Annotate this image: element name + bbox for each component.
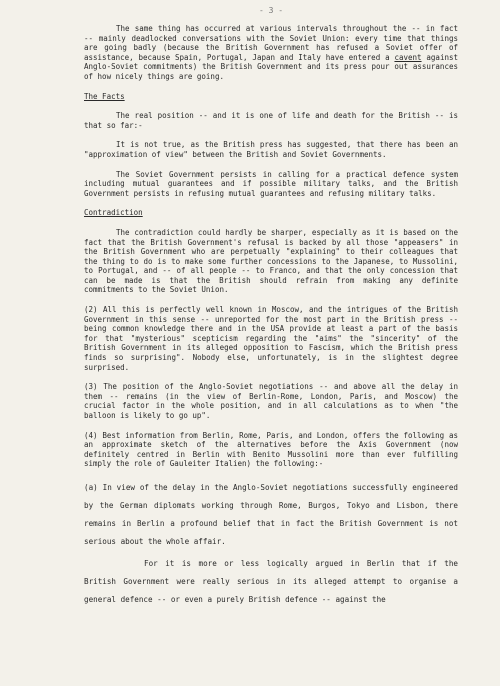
paragraph-soviet-government: The Soviet Government persists in calling for a practical defence system including mutual guarantees and if possible military talks, and the British Government persists in refusing mutual guarantees and refusing military talks. — [84, 169, 458, 198]
heading-contradiction: Contradiction — [84, 208, 143, 218]
heading-the-facts: The Facts — [84, 91, 125, 101]
paragraph-point-3: (3) The position of the Anglo-Soviet negotiations -- and above all the delay in them -- remains (in the view of Berlin-Rome, London, Paris, and Moscow) the crucial factor in the whole position, and in all calculations as to when "the balloon is likely to go up". — [84, 382, 458, 420]
underlined-word: cavent — [394, 52, 422, 62]
paragraph-real-position: The real position -- and it is one of life and death for the British -- is that so far:- — [84, 111, 458, 130]
paragraph-contradiction: The contradiction could hardly be sharper, especially as it is based on the fact that the British Government's refusal is backed by all those "appeasers" in the British Government who are perpetually "explaining" to their colleagues that the thing to do is to make some further concessions to the Japanese, to Mussolini, to Portugal, and -- of all people -- to Franco, and that the only concession that can be made is that the British should refrain from making any definite commitments to the Soviet Union. — [84, 227, 458, 295]
paragraph-not-true: It is not true, as the British press has suggested, that there has been an "approximation of view" between the British and Soviet Governments. — [84, 140, 458, 159]
paragraph-intro: The same thing has occurred at various intervals throughout the -- in fact -- mainly deadlocked conversations with the Soviet Union: every time that things are going badly (because the British Government has refused a Soviet offer of assistance, because Spain, Portugal, Japan and Italy have entered a cavent against Anglo-Soviet commitments) the British Government and its press pour out assurances of how nicely things are going. — [84, 24, 459, 81]
paragraph-berlin-argument: For it is more or less logically argued in Berlin that if the British Government were really serious in its alleged attempt to organise a general defence -- or even a purely British defence -- against the — [84, 558, 458, 604]
paragraph-point-2: (2) All this is perfectly well known in Moscow, and the intrigues of the British Government in this sense -- unreported for the most part in the British press -- being common knowledge there and in the USA provide at least a part of the basis for that "mysterious" scepticism regarding the "aims" the "sincerity" of the British Government in its alleged opposition to Fascism, which the British press finds so surprising". Nobody else, unfortunately, is in the slightest degree surprised. — [84, 305, 458, 372]
paragraph-point-4: (4) Best information from Berlin, Rome, Paris, and London, offers the following as an approximate sketch of the alternatives before the Axis Government (now definitely centred in Berlin with Benito Mussolini more than ever fulfilling simply the role of Gauleiter Italien) the following:- — [84, 430, 458, 469]
page-number: - 3 - — [258, 6, 284, 15]
paragraph-point-a: (a) In view of the delay in the Anglo-Soviet negotiations successfully engineered by the German diplomats working through Rome, Burgos, Tokyo and Lisbon, there remains in Berlin a profound belief that in fact the British Government is not serious about the whole affair. — [84, 482, 458, 546]
